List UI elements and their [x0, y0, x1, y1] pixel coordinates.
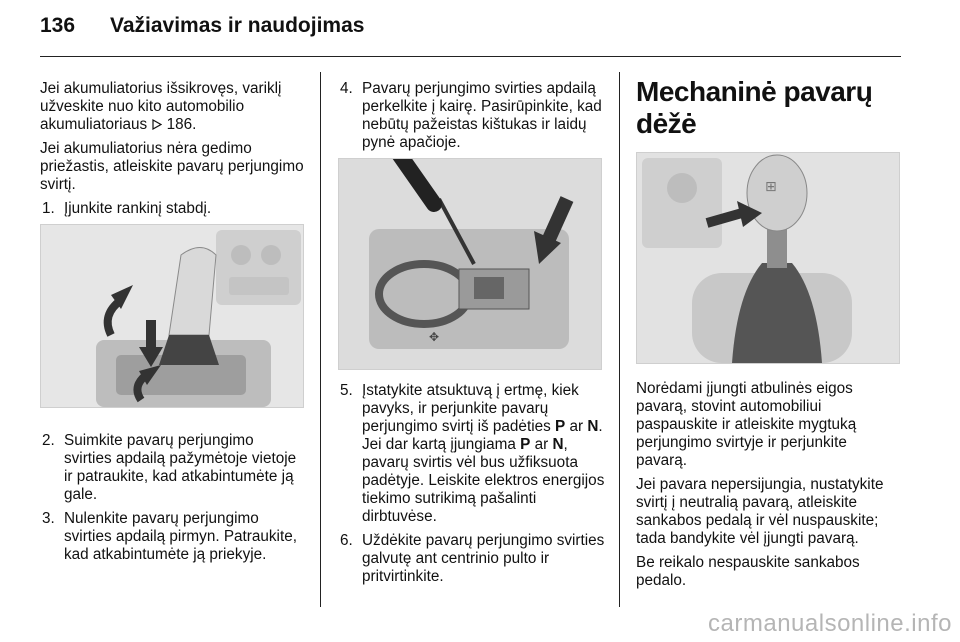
- paragraph: Jei akumuliatorius išsikrovęs, variklį užveskite nuo kito automobilio akumuliatoriaus 186.: [40, 80, 282, 133]
- triangle-reference-icon: [151, 119, 162, 130]
- figure-automatic-selector: [40, 224, 304, 408]
- column-divider: [320, 72, 321, 607]
- page-number: 136: [40, 14, 76, 37]
- column-2: [338, 80, 606, 592]
- step-list: [40, 432, 305, 564]
- paragraph: Jei akumuliatorius nėra gedimo priežastis, atleiskite pavarų perjungimo svirtį.: [40, 140, 304, 193]
- figure-manual-gear-lever: [636, 152, 900, 364]
- step-list: [338, 80, 606, 152]
- paragraph: Norėdami įjungti atbulinės eigos pavarą, stovint automobiliui paspauskite ir atleiskite mygtuką perjungimo svirtyje ir perjunkite pavarą.: [636, 380, 857, 469]
- step-item: 4. Pavarų perjungimo svirties apdailą perkelkite į kairę. Pasirūpinkite, kad nebūtų pažeistas kištukas ir laidų pynė apačioje.: [340, 80, 602, 151]
- figure-screwdriver-release: [338, 158, 602, 370]
- section-heading: Mechaninė pavarų dėžė: [636, 76, 873, 139]
- step-list: [338, 382, 606, 586]
- paragraph: Jei pavara nepersijungia, nustatykite svirtį į neutralią pavarą, atleiskite sankabos pedalą ir vėl nuspauskite; tada bandykite vėl įjungti pavarą.: [636, 476, 884, 547]
- page-header: [40, 14, 900, 48]
- svg-text:✥: ✥: [429, 330, 440, 344]
- svg-text:⊞: ⊞: [765, 179, 777, 195]
- step-item: 1. Įjunkite rankinį stabdį.: [42, 200, 212, 217]
- header-rule: [40, 56, 901, 57]
- watermark: carmanualsonline.info: [708, 610, 952, 637]
- column-3: [636, 76, 902, 596]
- step-list: [40, 200, 305, 218]
- step-item: 2. Suimkite pavarų perjungimo svirties apdailą pažymėtoje vietoje ir patraukite, kad atkabintumėte ją gale.: [42, 432, 297, 503]
- step-item: 6. Uždėkite pavarų perjungimo svirties galvutę ant centrinio pulto ir pritvirtinkite.: [340, 532, 605, 585]
- paragraph: Be reikalo nespauskite sankabos pedalo.: [636, 554, 860, 589]
- column-divider: [619, 72, 620, 607]
- step-item: 5. Įstatykite atsuktuvą į ertmę, kiek pavyks, ir perjunkite pavarų perjungimo svirtį iš padėties P ar N. Jei dar kartą įjungiama P ar N, pavarų svirtis vėl bus užfiksuota padėtyje. Leiskite elektros energijos tiekimo sutrikimą pašalinti dirbtuvėse.: [340, 382, 605, 525]
- column-1: [40, 80, 305, 570]
- page-title: Važiavimas ir naudojimas: [110, 14, 365, 37]
- step-item: 3. Nulenkite pavarų perjungimo svirties apdailą pirmyn. Patraukite, kad atkabintumėte ją priekyje.: [42, 510, 297, 563]
